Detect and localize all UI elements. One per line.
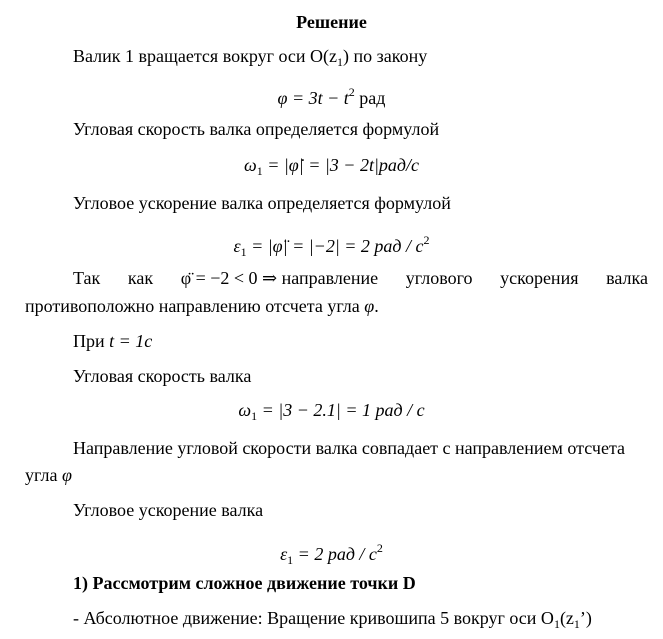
paragraph-angular-velocity: Угловая скорость валка [73,366,252,386]
equation-text: = |φ̈| = |−2| = 2 рад / с [246,236,424,256]
subscript: 1 [337,55,344,69]
paragraph-angular-acceleration: Угловое ускорение валка [73,500,264,520]
superscript: 2 [423,233,430,247]
subscript: 1 [287,553,294,567]
subscript: 1 [573,617,580,631]
section-heading-point-d: 1) Рассмотрим сложное движение точки D [73,573,416,593]
equation-text: = |φ̇| = |3 − 2t|рад/с [262,155,419,175]
paragraph-acceleration-direction-line2 [25,295,379,317]
subscript: 1 [553,617,560,631]
equation-angle-law [0,81,663,109]
subscript: 1 [256,164,263,178]
page-title: Решение [296,12,367,32]
word: ускорения [500,268,579,288]
equation-angular-acceleration-value [0,537,663,571]
equation-text: = |3 − 2.1| = 1 рад / с [257,400,425,420]
equation-text: φ = 3t − t [277,88,349,108]
text: (z [559,608,574,628]
paragraph-angular-acceleration-formula: Угловое ускорение валка определяется формулой [73,193,451,213]
paragraph-shaft-rotation [73,45,427,73]
symbol-phi: φ [57,465,72,485]
paragraph-velocity-direction-line1: Направление угловой скорости валка совпадает с направлением отсчета [73,438,626,458]
symbol-epsilon: ε [233,236,241,256]
text: - Абсолютное движение: Вращение кривошипа 5 вокруг оси O [73,608,554,628]
equation-text: = 2 рад / с [293,544,377,564]
paragraph-time-value [73,330,152,352]
equation-angular-velocity-value [0,399,663,427]
text: ’) [579,608,592,628]
symbol-phi: φ [359,296,375,316]
text: Валик 1 вращается вокруг оси O(z [73,46,338,66]
word: как [127,268,154,288]
superscript: 2 [348,85,355,99]
symbol-omega: ω [238,400,252,420]
word: φ̈ = −2 < 0 ⇒ направление [180,268,379,288]
paragraph-acceleration-direction-line1 [73,267,648,289]
word: Так [73,268,101,288]
text: ) по закону [343,46,428,66]
text: противоположно направлению отсчета угла [25,296,360,316]
equation-angular-acceleration [0,229,663,263]
paragraph-angular-velocity-formula: Угловая скорость валка определяется формулой [73,119,440,139]
symbol-epsilon: ε [280,544,288,564]
time-value: t = 1c [109,331,153,351]
word: углового [405,268,473,288]
label: При [73,331,110,351]
superscript: 2 [376,541,383,555]
text: угла [25,465,58,485]
subscript: 1 [240,245,247,259]
word: валка [606,268,648,288]
symbol-omega: ω [243,155,257,175]
paragraph-velocity-direction-line2 [25,464,72,486]
subscript: 1 [251,409,258,423]
unit: рад [354,88,386,108]
paragraph-absolute-motion [73,607,592,635]
equation-angular-velocity [0,154,663,182]
text: . [374,296,379,316]
